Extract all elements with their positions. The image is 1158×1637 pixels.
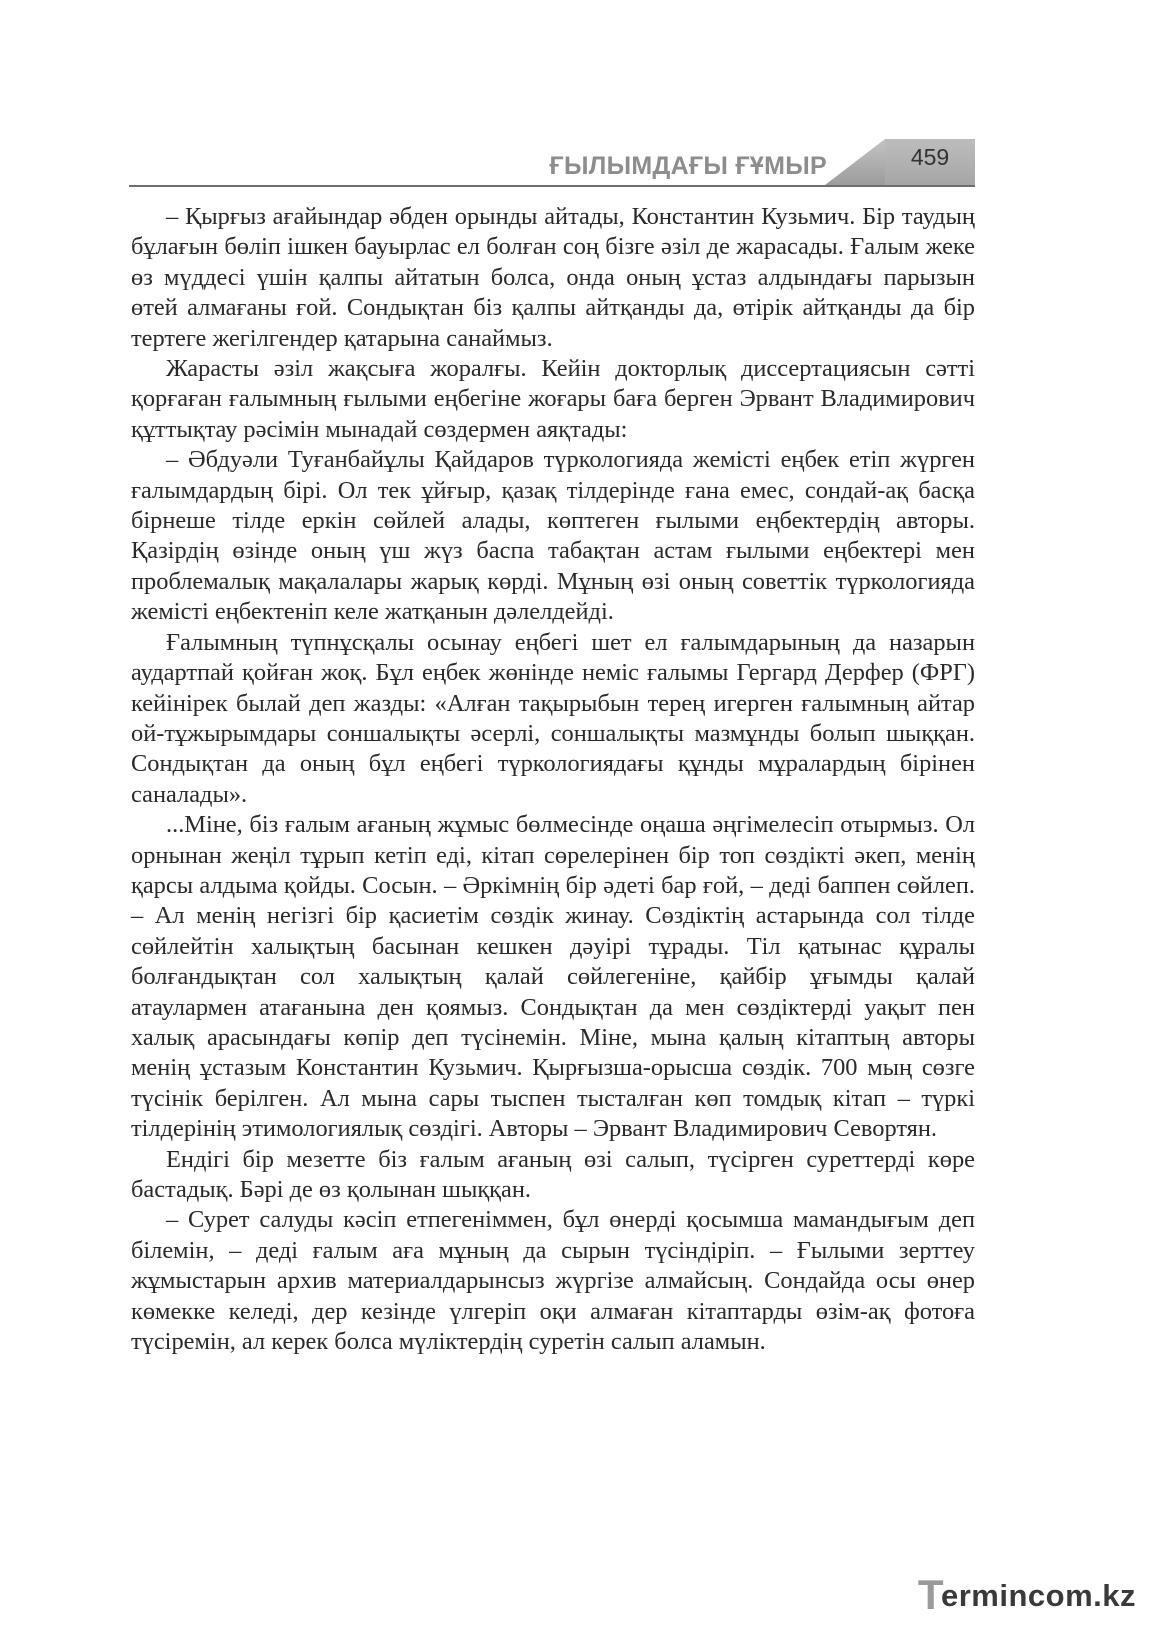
- paragraph: – Қырғыз ағайындар әбден орынды айтады, Константин Кузьмич. Бір таудың бұлағын бөліп ішкен бауырлас ел болған соң бізге әзіл де жарасады. Ғалым жеке өз мүддесі үшін қалпы айтатын болса, онда оның ұстаз алдындағы парызын өтей алмағаны ғой. Сондықтан біз қалпы айтқанды да, өтірік айтқанды да бір тертеге жегілгендер қатарына санаймыз.: [131, 203, 975, 352]
- page-body: [131, 202, 975, 1357]
- paragraph: ...Міне, біз ғалым ағаның жұмыс бөлмесінде оңаша әңгімелесіп отырмыз. Ол орнынан жеңіл тұрып кетіп еді, кітап сөрелерінен бір топ сөздікті әкеп, менің қарсы алдыма қойды. Сосын. – Әркімнің бір әдеті бар ғой, – деді баппен сөйлеп. – Ал менің негізгі бір қасиетім сөздік жинау. Сөздіктің астарында сол тілде сөйлейтін халықтың басынан кешкен дәуірі тұрады. Тіл қатынас құралы болғандықтан сол халықтың қалай сөйлегеніне, қайбір ұғымды қалай атаулармен атағанына ден қоямыз. Сондықтан да мен сөздіктерді уақыт пен халық арасындағы көпір деп түсінемін. Міне, мына қалың кітаптың авторы менің ұстазым Константин Кузьмич. Қырғызша-орысша сөздік. 700 мың сөзге түсінік берілген. Ал мына сары тыспен тысталған көп томдық кітап – түркі тілдерінің этимологиялық сөздігі. Авторы – Эрвант Владимирович Севортян.: [131, 811, 975, 1143]
- watermark-logo-letter: T: [917, 1571, 944, 1618]
- site-watermark: [918, 1571, 1136, 1619]
- header-wedge-decoration: [825, 139, 885, 185]
- paragraph: Жарасты әзіл жақсыға жоралғы. Кейін докторлық диссертациясын сәтті қорғаған ғалымның ғылыми еңбегіне жоғары баға берген Эрвант Владимирович құттықтау рәсімін мынадай сөздермен аяқтады:: [131, 355, 975, 443]
- paragraph: Ғалымның түпнұсқалы осынау еңбегі шет ел ғалымдарының да назарын аудартпай қойған жоқ. Бұл еңбек жөнінде неміс ғалымы Гергард Дерфер (ФРГ) кейінірек былай деп жазды: «Алған тақырыбын терең игерген ғалымның айтар ой-тұжырымдары соншалықты әсерлі, соншалықты мазмұнды болып шыққан. Сондықтан да оның бұл еңбегі түркологиядағы құнды мұралардың бірінен саналады».: [131, 628, 975, 808]
- page-number: 459: [910, 144, 950, 170]
- running-header: [129, 139, 975, 186]
- paragraph: Ендігі бір мезетте біз ғалым ағаның өзі салып, түсірген суреттерді көре бастадық. Бәрі де өз қолынан шыққан.: [131, 1145, 975, 1203]
- watermark-domain: .kz: [1093, 1578, 1136, 1613]
- running-header-title: ҒЫЛЫМДАҒЫ ҒҰМЫР: [549, 152, 827, 180]
- watermark-text: ermincom: [940, 1578, 1094, 1613]
- page-number-box: [885, 139, 975, 185]
- paragraph: – Әбдуәли Туғанбайұлы Қайдаров түркологияда жемісті еңбек етіп жүрген ғалымдардың бірі. Ол тек ұйғыр, қазақ тілдерінде ғана емес, сондай-ақ басқа бірнеше тілде еркін сөйлей алады, көптеген ғылыми еңбектердің авторы. Қазірдің өзінде оның үш жүз баспа табақтан астам ғылыми еңбектері мен проблемалық мақалалары жарық көрді. Мұның өзі оның советтік түркологияда жемісті еңбектеніп келе жатқанын дәлелдейді.: [131, 446, 975, 626]
- header-rule: [129, 185, 975, 187]
- paragraph: – Сурет салуды кәсіп етпегеніммен, бұл өнерді қосымша мамандығым деп білемін, – деді ғалым аға мұның да сырын түсіндіріп. – Ғылыми зерттеу жұмыстарын архив материалдарынсыз жүргізе алмайсың. Сондайда осы өнер көмекке келеді, дер кезінде үлгеріп оқи алмаған кітаптарды өзім-ақ фотоға түсіремін, ал керек болса мүліктердің суретін салып аламын.: [131, 1206, 975, 1356]
